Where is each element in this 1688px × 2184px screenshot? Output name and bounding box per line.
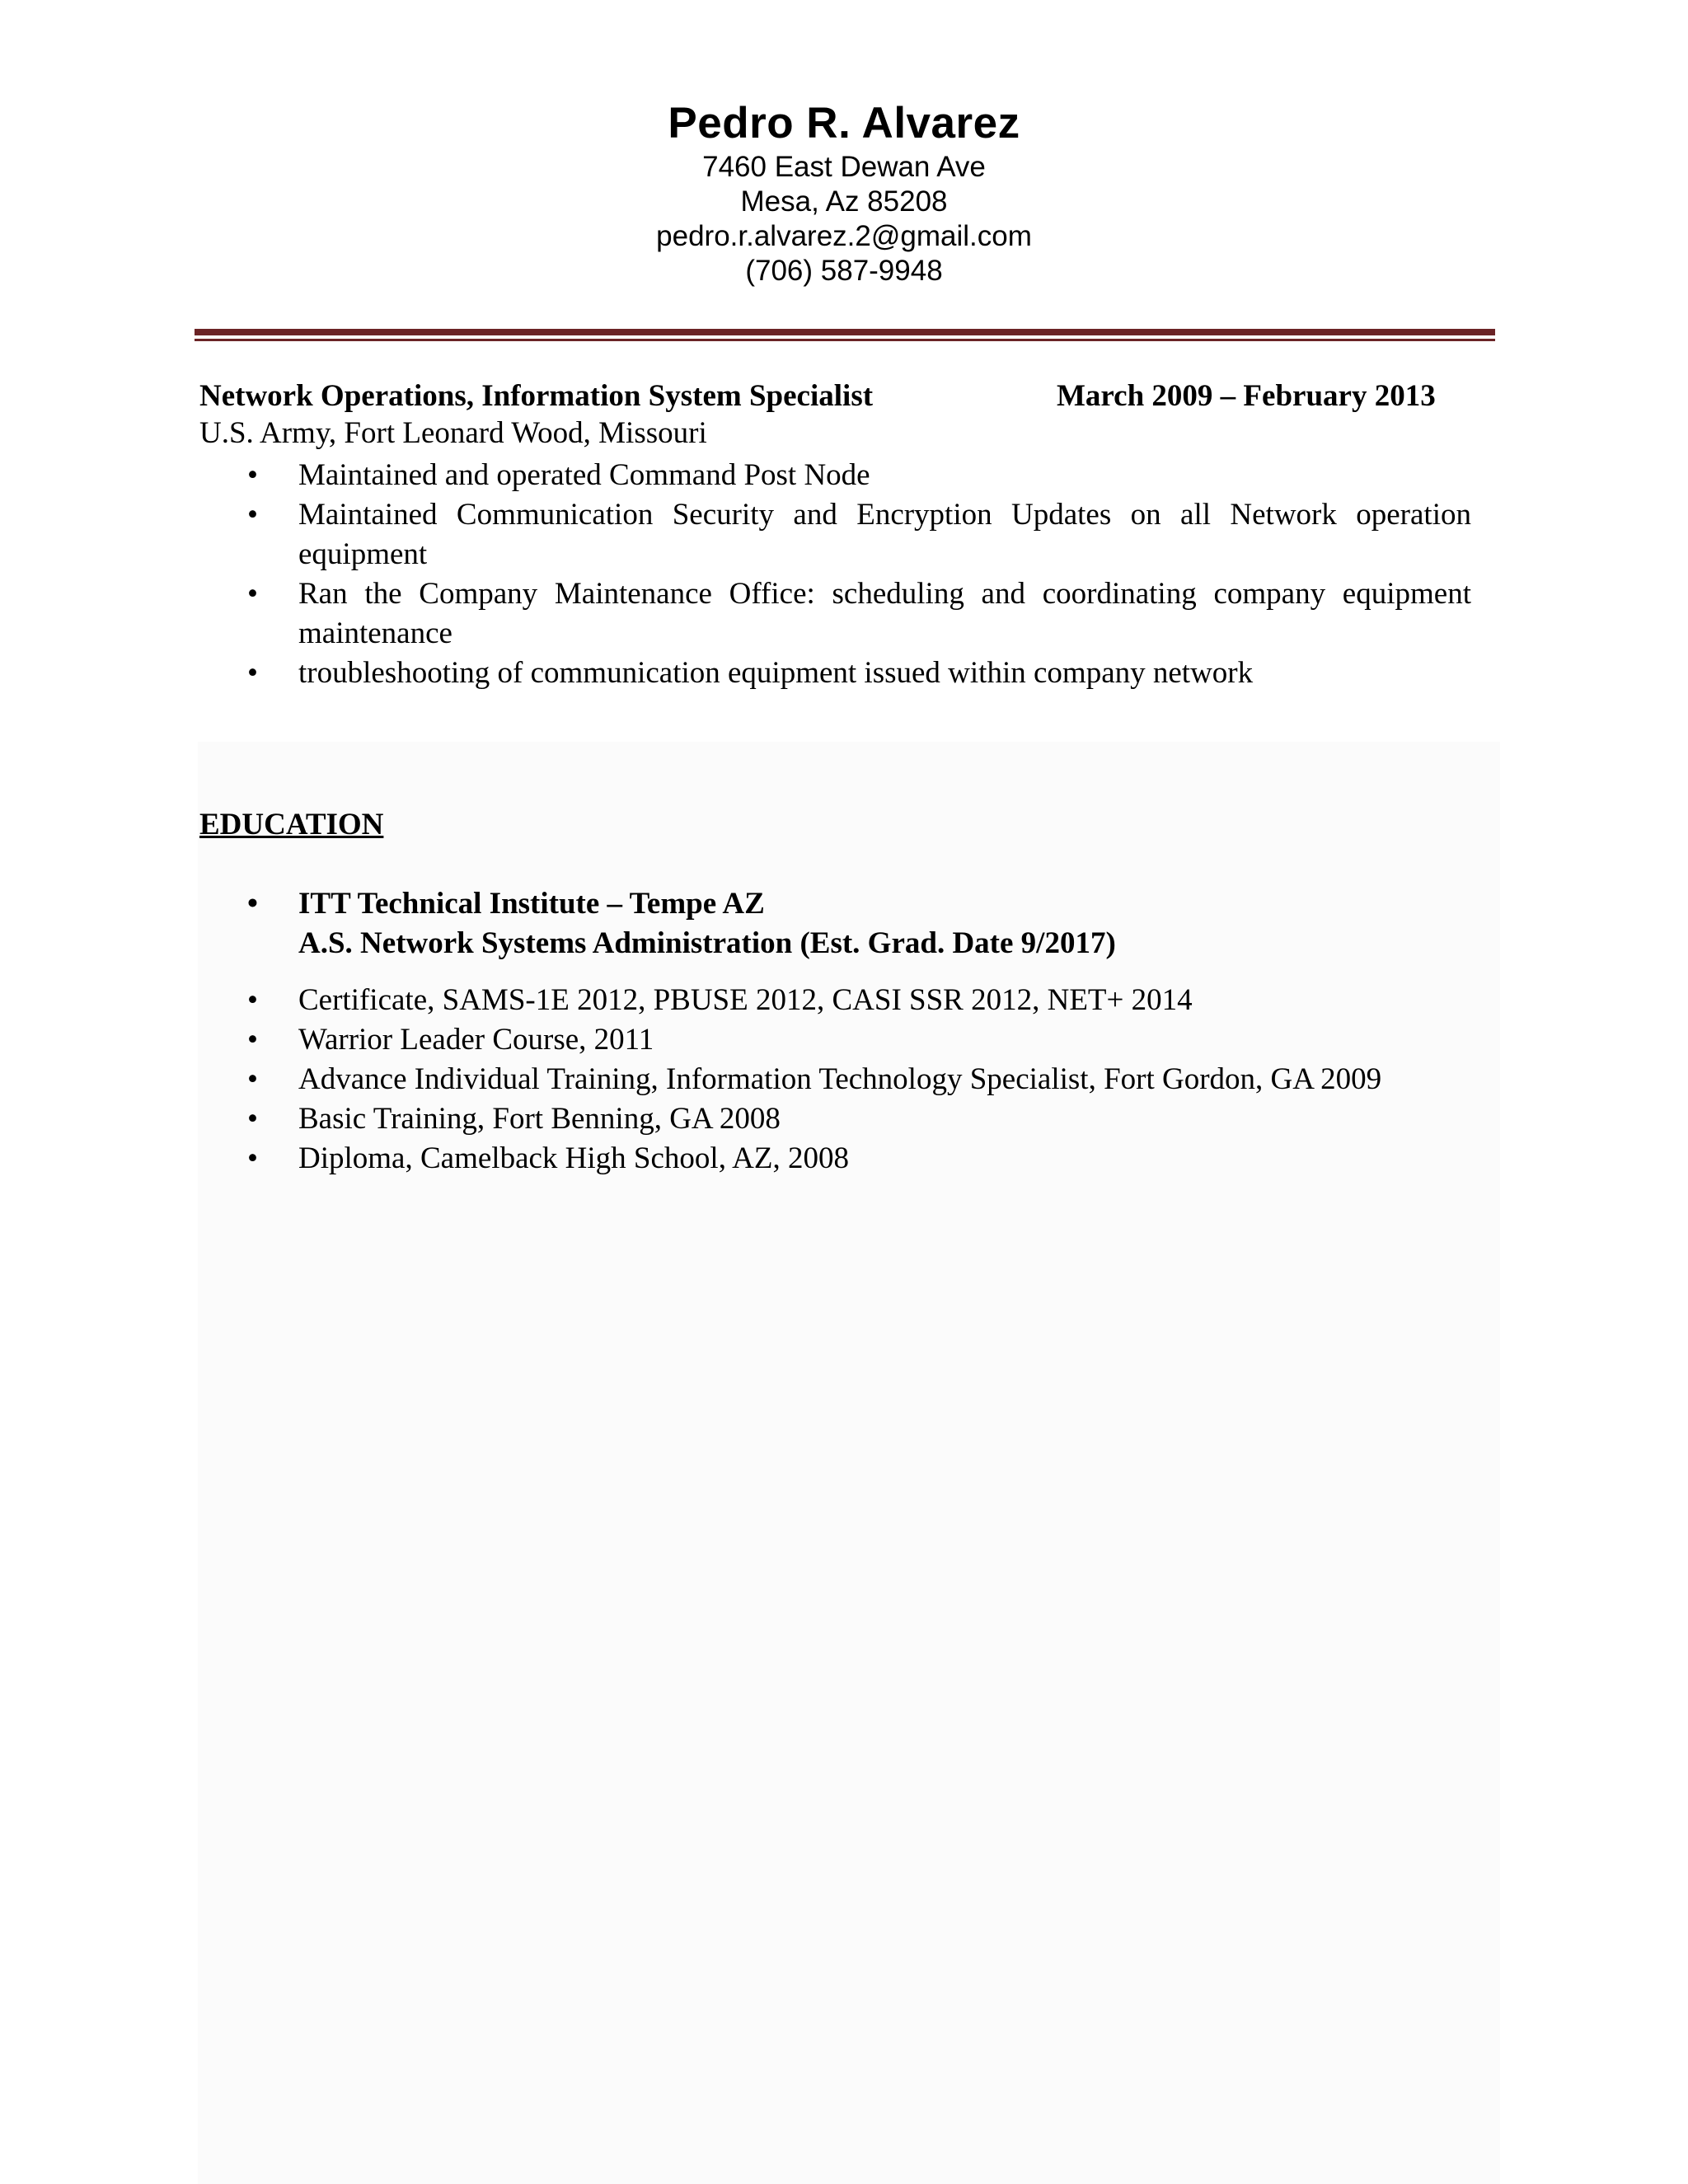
duty-text: troubleshooting of communication equipment issued within company network	[298, 656, 1254, 690]
resume-header	[0, 97, 1688, 288]
header-divider-thin	[195, 339, 1495, 341]
bullet-icon: •	[247, 458, 258, 492]
education-school-list	[0, 884, 1484, 963]
bullet-icon: •	[247, 498, 258, 532]
list-item	[0, 495, 1471, 574]
employer: U.S. Army, Fort Leonard Wood, Missouri	[199, 416, 707, 450]
list-item	[0, 654, 1471, 693]
list-item	[0, 1060, 1500, 1099]
email-address: pedro.r.alvarez.2@gmail.com	[656, 220, 1032, 252]
list-item	[0, 1020, 1500, 1060]
header-divider-thick	[195, 329, 1495, 335]
education-item-text: Basic Training, Fort Benning, GA 2008	[298, 1102, 781, 1136]
list-item	[0, 574, 1471, 654]
school-name: ITT Technical Institute – Tempe AZ	[298, 887, 765, 921]
duty-text: Maintained Communication Security and Encryption Updates on all Network operation equipment	[298, 498, 1471, 571]
education-item-text: Advance Individual Training, Information Technology Specialist, Fort Gordon, GA 2009	[298, 1062, 1382, 1096]
education-items-list	[0, 981, 1500, 1179]
job-duties-list	[0, 456, 1471, 693]
address-line-1: 7460 East Dewan Ave	[702, 151, 986, 183]
education-item-text: Diploma, Camelback High School, AZ, 2008	[298, 1141, 849, 1175]
bullet-icon: •	[247, 1102, 258, 1136]
candidate-name: Pedro R. Alvarez	[668, 99, 1020, 148]
list-item	[0, 1139, 1500, 1179]
list-item	[0, 1099, 1500, 1139]
bullet-icon: •	[247, 1023, 258, 1057]
job-dates: March 2009 – February 2013	[1057, 379, 1436, 413]
job-title: Network Operations, Information System Specialist	[199, 379, 874, 413]
bullet-icon: •	[247, 577, 258, 611]
education-heading: EDUCATION	[199, 808, 384, 841]
duty-text: Ran the Company Maintenance Office: scheduling and coordinating company equipment maintenance	[298, 577, 1471, 650]
education-item-text: Certificate, SAMS-1E 2012, PBUSE 2012, CASI SSR 2012, NET+ 2014	[298, 983, 1193, 1017]
duty-text: Maintained and operated Command Post Node	[298, 458, 870, 492]
degree: A.S. Network Systems Administration (Est. Grad. Date 9/2017)	[298, 926, 1116, 960]
bullet-icon: •	[247, 656, 258, 690]
education-item-text: Warrior Leader Course, 2011	[298, 1023, 654, 1057]
bullet-icon: •	[247, 887, 258, 921]
bullet-icon: •	[247, 1141, 258, 1175]
list-item	[0, 456, 1471, 495]
list-item	[0, 884, 1484, 963]
list-item	[0, 981, 1500, 1020]
bullet-icon: •	[247, 1062, 258, 1096]
phone-number: (706) 587-9948	[745, 255, 943, 287]
address-line-2: Mesa, Az 85208	[740, 185, 948, 218]
bullet-icon: •	[247, 983, 258, 1017]
